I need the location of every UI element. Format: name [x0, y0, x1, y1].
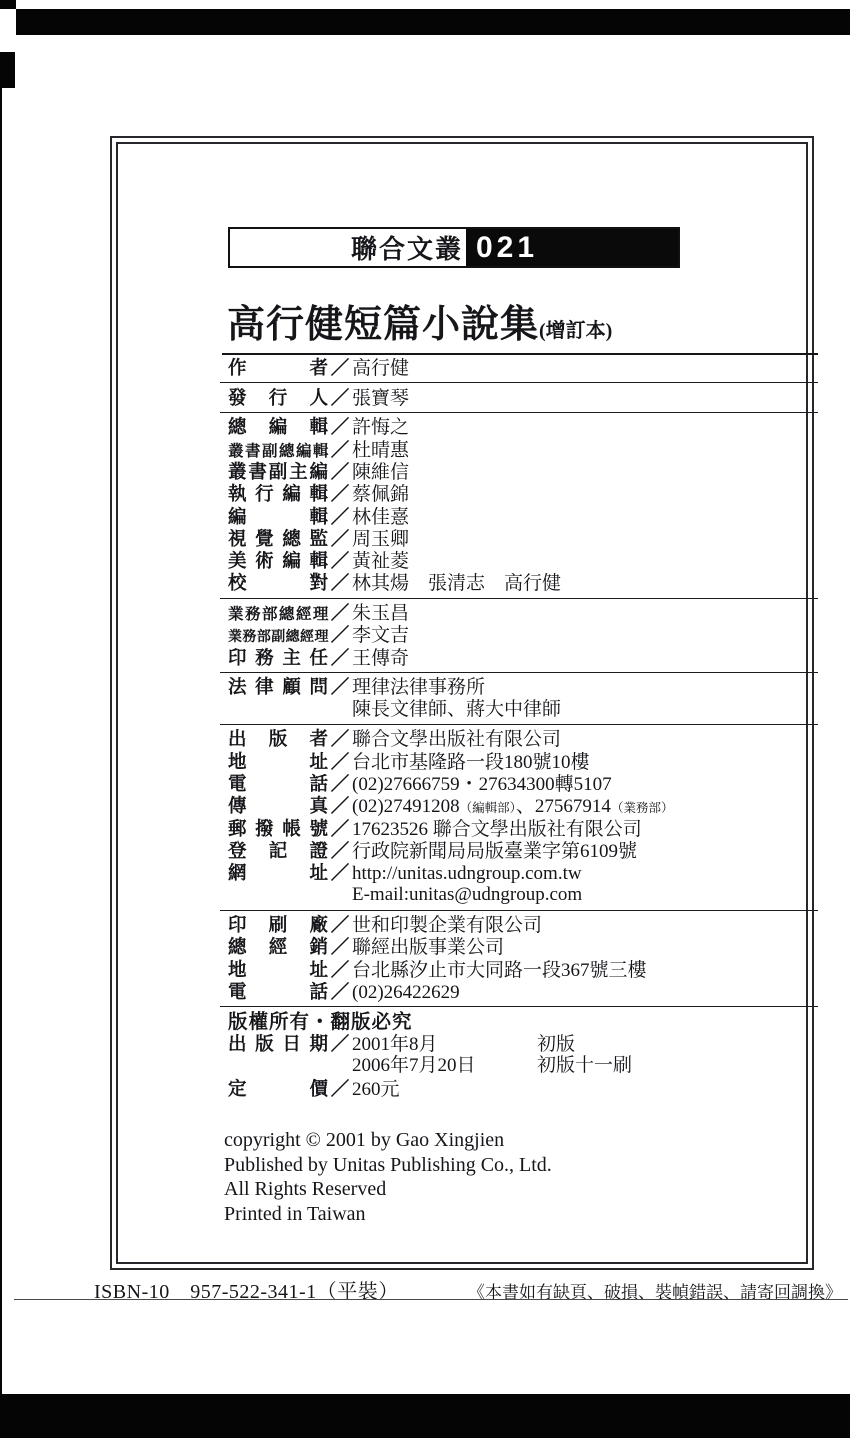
field-label-char: 者	[309, 728, 328, 750]
field-slash: ／	[330, 980, 350, 1002]
colophon-row	[228, 572, 818, 594]
field-value: http://unitas.udngroup.com.tw	[352, 863, 582, 885]
field-label-char: 總	[278, 606, 294, 624]
field-label-char: 顧	[282, 676, 301, 698]
field-slash: ／	[330, 914, 350, 936]
scan-artifact-left-edge	[0, 88, 2, 1394]
colophon-row	[228, 483, 818, 505]
field-label-char: 副	[271, 628, 285, 645]
field-value: 蔡佩錦	[352, 484, 410, 506]
field-label	[228, 728, 328, 750]
field-label-char: 總	[228, 936, 247, 958]
colophon-row	[228, 795, 818, 817]
field-slash: ／	[330, 624, 350, 646]
field-label-char: 編	[282, 483, 301, 505]
field-slash: ／	[330, 460, 350, 482]
colophon-row	[228, 647, 818, 669]
field-value-segment: (02)27491208	[352, 796, 460, 818]
field-label-char: 印	[228, 646, 247, 668]
field-label-char: 副	[261, 442, 277, 460]
field-slash: ／	[330, 728, 350, 750]
field-value: 台北縣汐止市大同路一段367號三樓	[352, 959, 647, 981]
colophon-row	[228, 818, 818, 840]
field-label-char: 術	[255, 550, 274, 572]
scan-artifact-bottom-bar	[0, 1394, 850, 1438]
colophon-row	[228, 1033, 818, 1055]
publish-date: 2001年8月	[352, 1033, 438, 1055]
field-value: E-mail:unitas@udngroup.com	[352, 884, 583, 906]
field-label-char: 問	[309, 676, 328, 698]
copyright-line: Published by Unitas Publishing Co., Ltd.	[224, 1153, 552, 1176]
field-label-char: 輯	[309, 483, 328, 505]
field-label-char: 業	[228, 628, 242, 645]
field-slash: ／	[330, 817, 350, 839]
field-label-char: 傳	[228, 795, 247, 817]
field-label-char: 總	[278, 442, 294, 460]
field-slash: ／	[330, 958, 350, 980]
field-slash: ／	[330, 505, 350, 527]
field-value: 林其煬 張清志 高行健	[352, 573, 562, 595]
colophon-row	[228, 439, 818, 461]
series-header-box	[228, 227, 680, 268]
field-label-char: 定	[228, 1077, 247, 1099]
series-name: 聯合文叢	[350, 234, 463, 264]
field-label-char: 律	[255, 676, 274, 698]
field-slash: ／	[330, 1077, 350, 1099]
field-value: 陳維信	[352, 461, 410, 483]
field-label-char: 址	[309, 958, 328, 980]
field-label-char: 行	[255, 483, 274, 505]
field-label-char: 證	[309, 839, 328, 861]
field-label-char: 電	[228, 980, 247, 1002]
field-label	[228, 357, 328, 379]
field-value-segment: （業務部）	[610, 801, 674, 816]
colophon-row	[228, 506, 818, 528]
field-value: 世和印製企業有限公司	[352, 915, 543, 937]
field-label	[228, 818, 328, 840]
field-label	[228, 416, 328, 438]
field-label-char: 發	[228, 386, 247, 408]
field-label-char: 監	[309, 527, 328, 549]
field-label-char: 真	[309, 795, 328, 817]
field-label	[228, 647, 328, 669]
section-rule	[220, 598, 818, 599]
colophon-row	[228, 840, 818, 862]
field-label-char: 叢	[228, 460, 247, 482]
field-label	[228, 625, 328, 647]
field-label	[228, 773, 328, 795]
scan-artifact-top-bar	[16, 9, 850, 35]
field-label-char: 經	[300, 628, 314, 645]
colophon-row	[228, 357, 818, 379]
field-label-char: 務	[244, 606, 260, 624]
colophon-row	[228, 936, 818, 958]
field-label-char: 美	[228, 550, 247, 572]
field-value	[352, 796, 673, 819]
field-label	[228, 604, 328, 626]
field-value: 17623526 聯合文學出版社有限公司	[352, 818, 642, 840]
field-label-char: 編	[295, 442, 311, 460]
field-value: 高行健	[352, 358, 410, 379]
field-label-char: 號	[309, 817, 328, 839]
edition-label: 初版	[537, 1033, 576, 1055]
colophon-row	[228, 528, 818, 550]
field-label	[228, 441, 328, 463]
field-label-char: 登	[228, 839, 247, 861]
field-label-char: 電	[228, 772, 247, 794]
field-label-char: 視	[228, 527, 247, 549]
book-title-main: 高行健短篇小說集	[227, 304, 540, 346]
title-underline	[222, 353, 818, 355]
field-label-char: 郵	[228, 817, 247, 839]
field-slash: ／	[330, 1032, 350, 1054]
field-label-char: 網	[228, 862, 247, 884]
field-label-char: 址	[309, 750, 328, 772]
field-slash: ／	[330, 936, 350, 958]
field-value: 朱玉昌	[352, 603, 410, 625]
field-label-char: 者	[309, 357, 328, 378]
field-label	[228, 751, 328, 773]
publish-date: 2006年7月20日	[352, 1055, 476, 1077]
field-value: 理律法律事務所	[352, 677, 486, 699]
field-label-char: 編	[282, 550, 301, 572]
field-label-char: 部	[261, 606, 277, 624]
field-label-char: 話	[309, 980, 328, 1002]
field-label-char: 理	[314, 628, 328, 645]
copyright-line: Printed in Taiwan	[224, 1202, 366, 1225]
field-label-char: 作	[228, 357, 247, 378]
field-label	[228, 1078, 328, 1100]
field-label-char: 廠	[309, 914, 328, 936]
field-value: 260元	[352, 1078, 400, 1100]
colophon-row	[228, 1055, 818, 1077]
section-rule	[220, 724, 818, 725]
field-label-char: 輯	[309, 550, 328, 572]
field-label-char: 銷	[309, 936, 328, 958]
field-label-char: 編	[228, 505, 247, 527]
colophon-row	[228, 624, 818, 646]
colophon-row-continued	[228, 884, 818, 906]
field-label-char: 總	[282, 527, 301, 549]
field-label	[228, 387, 328, 409]
field-slash: ／	[330, 386, 350, 408]
colophon-row-continued	[228, 699, 818, 721]
field-value: 黃祉菱	[352, 551, 410, 573]
field-label-char: 主	[289, 460, 308, 482]
field-label-char: 撥	[255, 817, 274, 839]
colophon-row	[228, 387, 818, 409]
field-value: 許悔之	[352, 417, 410, 439]
copyright-line: copyright © 2001 by Gao Xingjien	[224, 1129, 505, 1151]
field-value: 台北市基隆路一段180號10樓	[352, 751, 590, 773]
colophon-row	[228, 959, 818, 981]
field-value: 杜晴惠	[352, 439, 410, 461]
field-slash: ／	[330, 795, 350, 817]
field-value: 王傳奇	[352, 647, 410, 669]
scan-artifact-left-streak	[0, 52, 15, 88]
field-label	[228, 461, 328, 483]
field-label	[228, 550, 328, 572]
field-label	[228, 1033, 328, 1055]
field-label-char: 總	[228, 416, 247, 438]
field-label	[228, 862, 328, 884]
field-label	[228, 959, 328, 981]
field-slash: ／	[330, 550, 350, 572]
field-label-char: 輯	[312, 442, 328, 460]
section-rule	[220, 910, 818, 911]
field-label-char: 務	[255, 646, 274, 668]
field-label-char: 地	[228, 958, 247, 980]
field-label-char: 版	[268, 728, 288, 750]
field-label-char: 日	[282, 1032, 301, 1054]
field-label-char: 行	[268, 386, 288, 408]
field-label	[228, 914, 328, 936]
field-label	[228, 483, 328, 505]
field-label-char: 書	[248, 460, 267, 482]
field-slash: ／	[330, 357, 350, 378]
field-label-char: 經	[295, 606, 311, 624]
field-label-char: 印	[228, 914, 247, 936]
field-label-char: 價	[309, 1077, 328, 1099]
field-label	[228, 676, 328, 698]
field-slash: ／	[330, 839, 350, 861]
scan-artifact-corner	[0, 0, 16, 9]
field-label-char: 經	[268, 936, 288, 958]
field-slash: ／	[330, 602, 350, 624]
colophon-row	[228, 728, 818, 750]
field-label-char: 校	[228, 572, 247, 594]
field-label	[228, 795, 328, 817]
field-label-char: 務	[242, 628, 256, 645]
colophon-row	[228, 981, 818, 1003]
footer-rule	[14, 1299, 848, 1300]
field-label-char: 理	[312, 606, 328, 624]
field-slash: ／	[330, 572, 350, 594]
field-label-char: 記	[268, 839, 288, 861]
field-label-char: 書	[244, 442, 260, 460]
colophon-row	[228, 602, 818, 624]
field-label-char: 出	[228, 1032, 247, 1054]
field-value-segment: （編輯部）	[459, 801, 516, 816]
field-label-char: 出	[228, 728, 247, 750]
field-label-char: 副	[268, 460, 288, 482]
colophon-row	[228, 416, 818, 438]
field-slash: ／	[330, 438, 350, 460]
field-value: 陳長文律師、蔣大中律師	[352, 698, 562, 720]
section-rule	[220, 382, 818, 383]
field-label-char: 業	[228, 606, 244, 624]
field-value-segment: 、27567914	[515, 796, 611, 818]
field-value: (02)26422629	[352, 981, 460, 1003]
book-title	[227, 293, 612, 348]
field-value: 林佳憙	[352, 506, 410, 528]
field-slash: ／	[330, 416, 350, 438]
isbn-text: ISBN-10 957-522-341-1（平裝）	[94, 1281, 399, 1303]
field-label-char: 帳	[282, 817, 301, 839]
field-label-char: 覺	[255, 527, 274, 549]
field-label-char: 法	[228, 676, 247, 698]
field-label-char: 址	[309, 862, 328, 884]
field-label-char: 輯	[309, 416, 328, 438]
field-label-char: 期	[309, 1032, 328, 1054]
field-value: 聯合文學出版社有限公司	[352, 729, 562, 751]
field-label-char: 對	[309, 572, 328, 594]
colophon-row	[228, 550, 818, 572]
field-label-char: 任	[309, 646, 328, 668]
field-label-char: 總	[285, 628, 300, 645]
field-value: 李文吉	[352, 625, 410, 647]
field-label-char: 刷	[268, 914, 288, 936]
series-number-badge: 021	[466, 229, 678, 266]
field-label	[228, 572, 328, 594]
edition-label: 初版十一刷	[537, 1055, 633, 1077]
field-value: 周玉卿	[352, 528, 410, 550]
field-label	[228, 506, 328, 528]
book-title-suffix: (增訂本)	[539, 320, 613, 342]
field-label-char: 編	[309, 460, 328, 482]
field-label	[228, 981, 328, 1003]
copyright-line: All Rights Reserved	[224, 1178, 387, 1200]
colophon-row	[228, 914, 818, 936]
field-slash: ／	[330, 676, 350, 698]
field-label	[228, 528, 328, 550]
field-label	[228, 936, 328, 958]
section-rule	[220, 1006, 818, 1007]
field-label-char: 執	[228, 483, 247, 505]
rights-statement: 版權所有・翻版必究	[228, 1010, 413, 1033]
colophon-row	[228, 1078, 818, 1100]
colophon-rows	[228, 357, 818, 1100]
colophon-row	[228, 751, 818, 773]
field-label-char: 叢	[228, 442, 244, 460]
colophon-row	[228, 862, 818, 884]
field-label-char: 主	[282, 646, 301, 668]
colophon-row	[228, 773, 818, 795]
field-label-char: 輯	[309, 505, 328, 527]
field-slash: ／	[330, 646, 350, 668]
field-label-char: 部	[256, 628, 271, 645]
field-label-char: 編	[268, 416, 288, 438]
copyright-block	[224, 1128, 552, 1226]
field-label-char: 人	[309, 386, 328, 408]
colophon-row	[228, 461, 818, 483]
field-value: 聯經出版事業公司	[352, 937, 505, 959]
colophon-row	[228, 676, 818, 698]
field-slash: ／	[330, 527, 350, 549]
section-rule	[220, 412, 818, 413]
field-slash: ／	[330, 772, 350, 794]
section-rule	[220, 672, 818, 673]
field-label-char: 版	[255, 1032, 274, 1054]
field-slash: ／	[330, 862, 350, 884]
field-slash: ／	[330, 483, 350, 505]
field-value: (02)27666759・27634300轉5107	[352, 773, 612, 795]
exchange-notice: 《本書如有缺頁、破損、裝幀錯誤、請寄回調換》	[468, 1283, 842, 1302]
field-label-char: 地	[228, 750, 247, 772]
field-label	[228, 840, 328, 862]
field-slash: ／	[330, 750, 350, 772]
field-label-char: 話	[309, 772, 328, 794]
field-value: 張寶琴	[352, 387, 410, 409]
field-value: 行政院新聞局局版臺業字第6109號	[352, 840, 638, 862]
